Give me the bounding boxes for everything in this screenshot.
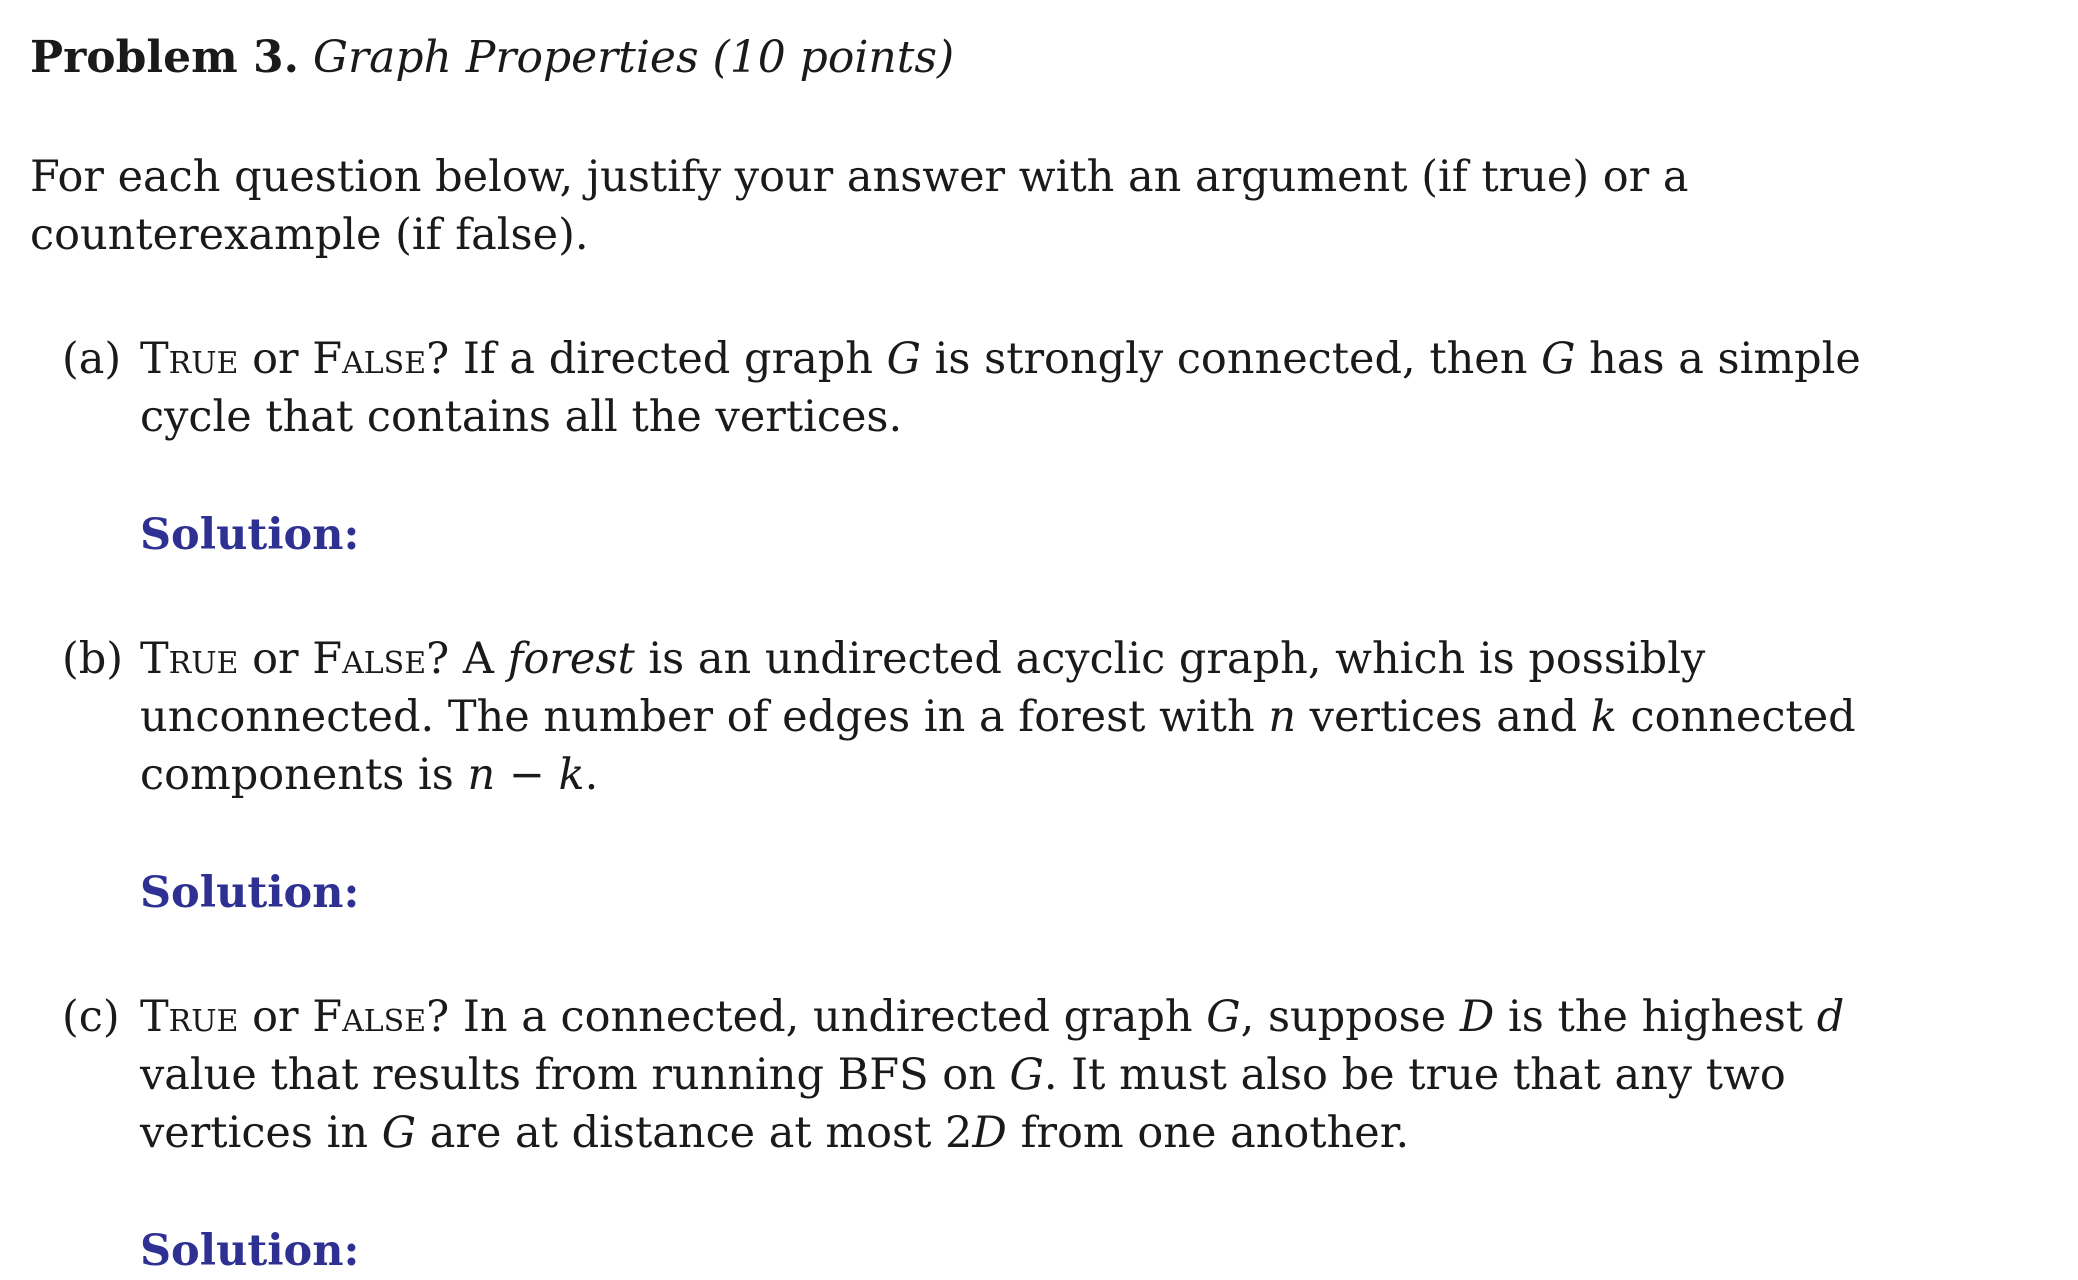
question-mark: ? — [426, 634, 463, 684]
or-word: or — [238, 334, 313, 384]
problem-header — [30, 28, 1930, 88]
problem-label: Problem 3. — [30, 32, 299, 83]
math-variable: G — [886, 334, 921, 384]
question-text-segment: is an undirected acyclic graph, which is possibly unconnected. The number of edges in a forest with — [140, 634, 1706, 742]
question-text-segment: . It must also be true that any two vertices in — [140, 1050, 1786, 1158]
question-text-segment: If a directed graph — [462, 334, 887, 384]
question-text-segment: . — [584, 750, 599, 800]
problem-instructions: For each question below, justify your answer with an argument (if true) or a counterexample (if false). — [30, 152, 1689, 260]
document-page — [30, 28, 1930, 1280]
solution-label-a: Solution: — [140, 510, 360, 560]
question-c-text — [140, 992, 1844, 1158]
question-b-letter: (b) — [62, 634, 124, 684]
question-text-segment: vertices and — [1296, 692, 1591, 742]
question-text-segment: is strongly connected, then — [920, 334, 1542, 384]
math-variable: G — [1009, 1050, 1044, 1100]
true-word: True — [140, 992, 239, 1042]
math-variable: k — [1590, 692, 1617, 742]
question-mark: ? — [426, 334, 463, 384]
solution-label-b: Solution: — [140, 868, 360, 918]
emphasized-term: forest — [507, 634, 635, 684]
false-word: False — [312, 634, 427, 684]
solution-label-c: Solution: — [140, 1226, 360, 1276]
question-mark: ? — [426, 992, 463, 1042]
math-variable: D — [1459, 992, 1495, 1042]
or-word: or — [238, 992, 313, 1042]
question-c-letter: (c) — [62, 992, 120, 1042]
question-text-segment: value that results from running BFS on — [140, 1050, 1010, 1100]
question-a-letter: (a) — [62, 334, 122, 384]
question-b — [30, 630, 1930, 804]
question-a-text — [140, 334, 1861, 442]
false-word: False — [312, 992, 427, 1042]
math-variable: D — [972, 1108, 1007, 1158]
question-text-segment: is the highest — [1494, 992, 1817, 1042]
math-variable: G — [381, 1108, 417, 1158]
math-variable: d — [1816, 992, 1845, 1042]
false-word: False — [312, 334, 427, 384]
math-variable: G — [1206, 992, 1241, 1042]
question-text-segment: connected components is — [140, 692, 1856, 800]
question-text-segment: In a connected, undirected graph — [462, 992, 1207, 1042]
math-variable: G — [1541, 334, 1576, 384]
math-variable: n — [1268, 692, 1297, 742]
true-word: True — [140, 634, 239, 684]
question-text-segment: are at distance at most 2 — [416, 1108, 973, 1158]
question-b-text — [140, 634, 1856, 800]
question-a — [30, 330, 1930, 446]
question-text-segment: A — [462, 634, 508, 684]
question-text-segment: , suppose — [1240, 992, 1460, 1042]
true-word: True — [140, 334, 239, 384]
question-text-segment: from one another. — [1006, 1108, 1410, 1158]
question-text-segment: has a simple cycle that contains all the vertices. — [140, 334, 1861, 442]
or-word: or — [238, 634, 313, 684]
question-c — [30, 988, 1930, 1162]
math-expression: n − k — [467, 750, 585, 800]
problem-title: Graph Properties (10 points) — [312, 32, 955, 83]
